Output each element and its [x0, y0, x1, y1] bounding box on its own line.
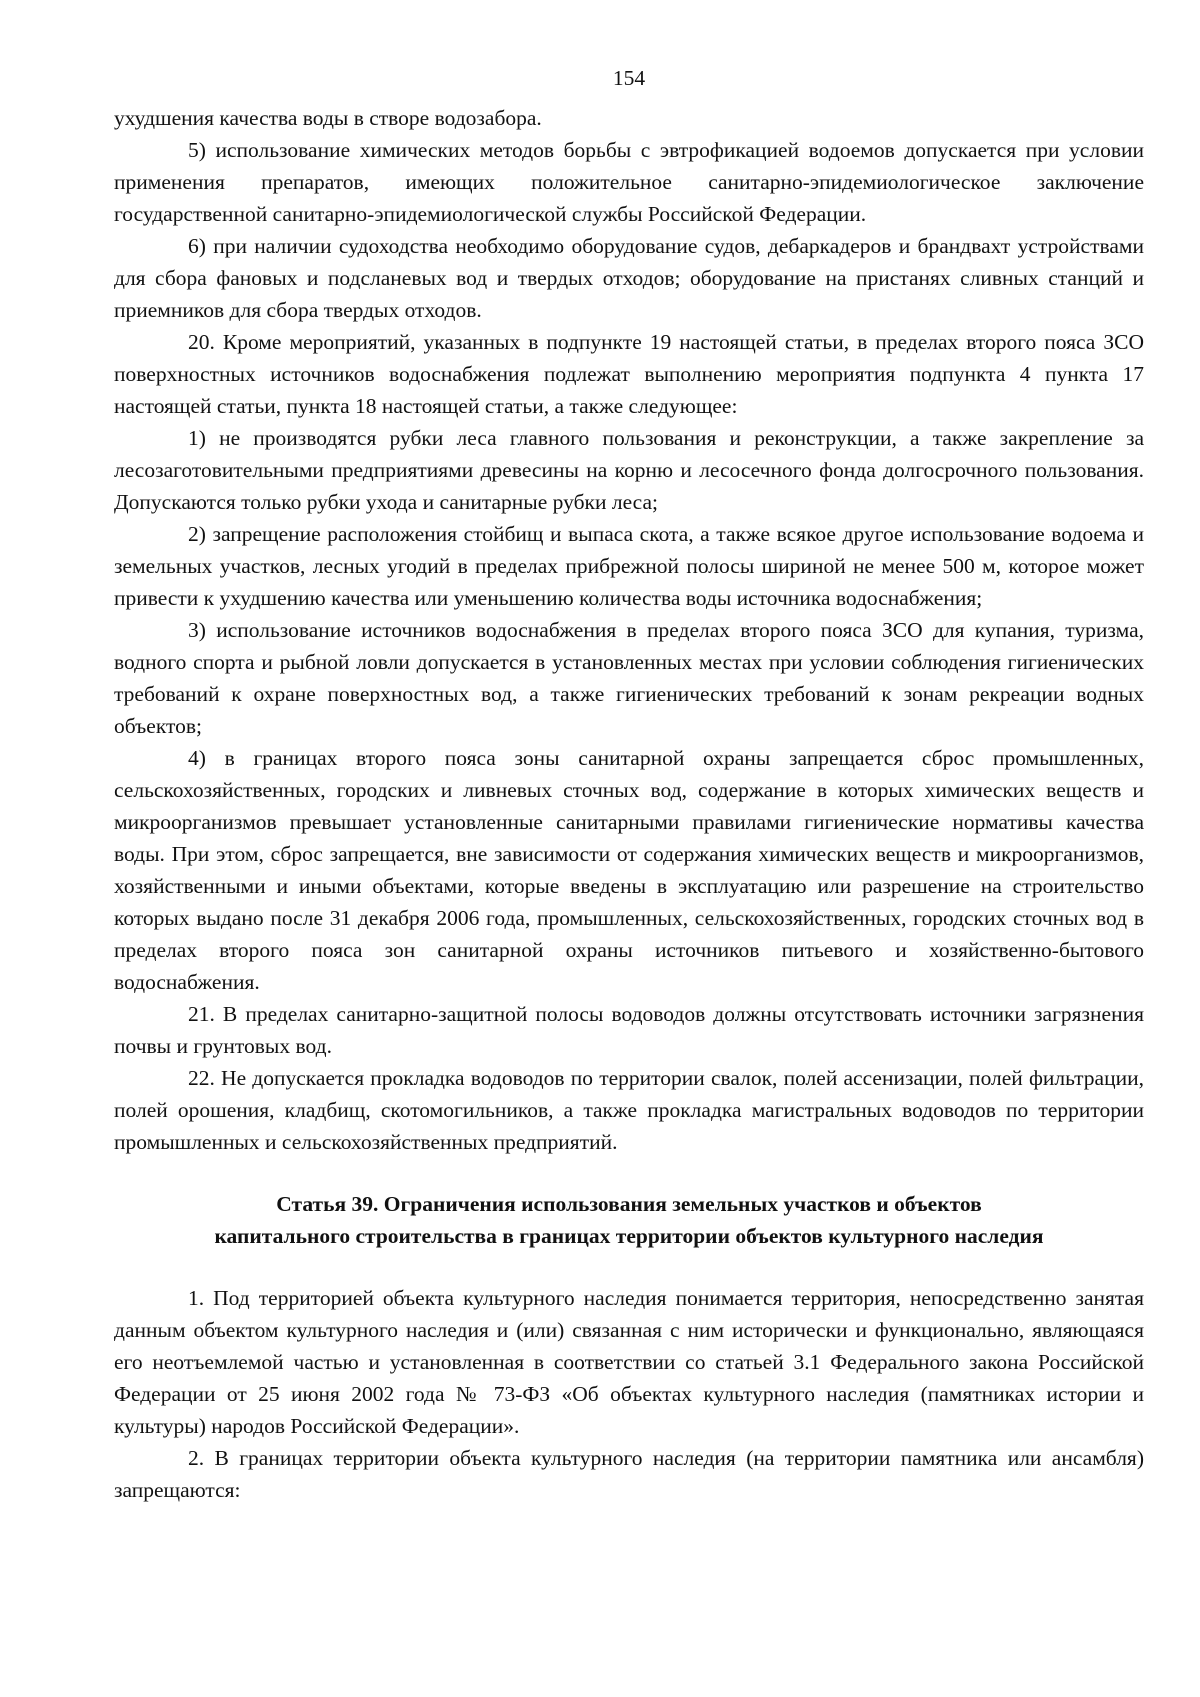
paragraph-article-39-point-2: 2. В границах территории объекта культурного наследия (на территории памятника или ансамбля) запрещаются: [114, 1446, 1144, 1502]
article-heading-line-2: капитального строительства в границах территории объектов культурного наследия [214, 1224, 1044, 1248]
paragraph-subitem-3: 3) использование источников водоснабжения в пределах второго пояса ЗСО для купания, туризма, водного спорта и рыбной ловли допускается в установленных местах при условии соблюдения гигиенических требований к охране поверхностных вод, а также гигиенических требований к зонам рекреации водных объектов; [114, 618, 1144, 738]
paragraph-point-22: 22. Не допускается прокладка водоводов по территории свалок, полей ассенизации, полей фильтрации, полей орошения, кладбищ, скотомогильников, а также прокладка магистральных водоводов по территории промышленных и сельскохозяйственных предприятий. [114, 1066, 1144, 1154]
paragraph-point-21: 21. В пределах санитарно-защитной полосы водоводов должны отсутствовать источники загрязнения почвы и грунтовых вод. [114, 1002, 1144, 1058]
paragraph-item-5: 5) использование химических методов борьбы с эвтрофикацией водоемов допускается при условии применения препаратов, имеющих положительное санитарно-эпидемиологическое заключение государственной санитарно-эпидемиологической службы Российской Федерации. [114, 138, 1144, 226]
paragraph-subitem-2: 2) запрещение расположения стойбищ и выпаса скота, а также всякое другое использование водоема и земельных участков, лесных угодий в пределах прибрежной полосы шириной не менее 500 м, которое может привести к ухудшению качества или уменьшению количества воды источника водоснабжения; [114, 522, 1144, 610]
article-heading-line-1: Статья 39. Ограничения использования земельных участков и объектов [276, 1192, 982, 1216]
article-heading [114, 1188, 1144, 1252]
page-number: 154 [612, 66, 646, 90]
paragraph-article-39-point-1: 1. Под территорией объекта культурного наследия понимается территория, непосредственно занятая данным объектом культурного наследия и (или) связанная с ним исторически и функционально, являющаяся его неотъемлемой частью и установленная в соответствии со статьей 3.1 Федерального закона Российской Федерации от 25 июня 2002 года № 73-ФЗ «Об объектах культурного наследия (памятниках истории и культуры) народов Российской Федерации». [114, 1286, 1144, 1438]
paragraph-continuation: ухудшения качества воды в створе водозабора. [114, 106, 542, 130]
paragraph-item-6: 6) при наличии судоходства необходимо оборудование судов, дебаркадеров и брандвахт устройствами для сбора фановых и подсланевых вод и твердых отходов; оборудование на пристанях сливных станций и приемников для сбора твердых отходов. [114, 234, 1144, 322]
paragraph-point-20: 20. Кроме мероприятий, указанных в подпункте 19 настоящей статьи, в пределах второго пояса ЗСО поверхностных источников водоснабжения подлежат выполнению мероприятия подпункта 4 пункта 17 настоящей статьи, пункта 18 настоящей статьи, а также следующее: [114, 330, 1144, 418]
paragraph-subitem-1: 1) не производятся рубки леса главного пользования и реконструкции, а также закрепление за лесозаготовительными предприятиями древесины на корню и лесосечного фонда долгосрочного пользования. Допускаются только рубки ухода и санитарные рубки леса; [114, 426, 1144, 514]
document-page [114, 62, 1144, 1506]
paragraph-subitem-4: 4) в границах второго пояса зоны санитарной охраны запрещается сброс промышленных, сельскохозяйственных, городских и ливневых сточных вод, содержание в которых химических веществ и микроорганизмов превышает установленные санитарными правилами гигиенические нормативы качества воды. При этом, сброс запрещается, вне зависимости от содержания химических веществ и микроорганизмов, хозяйственными и иными объектами, которые введены в эксплуатацию или разрешение на строительство которых выдано после 31 декабря 2006 года, промышленных, сельскохозяйственных, городских сточных вод в пределах второго пояса зон санитарной охраны источников питьевого и хозяйственно-бытового водоснабжения. [114, 746, 1144, 994]
